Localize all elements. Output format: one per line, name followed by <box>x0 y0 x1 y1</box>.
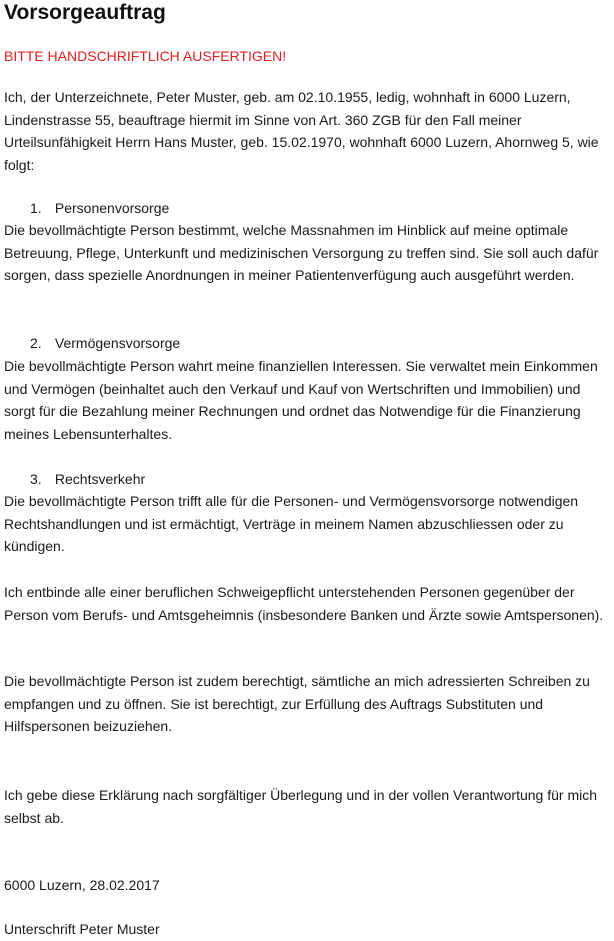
section-2-title: Vermögensvorsorge <box>54 335 181 351</box>
signature-line: Unterschrift Peter Muster <box>4 921 160 937</box>
section-3-text: Die bevollmächtigte Person trifft alle für die Personen- und Vermögensvorsorge notwendigen Rechtshandlungen und ist ermächtigt, Verträge in meinem Namen abzuschliessen oder zu kündigen. <box>4 493 579 555</box>
document-title: Vorsorgeauftrag <box>4 1 166 24</box>
section-1-number: 1. <box>30 200 42 216</box>
section-3-heading <box>30 468 145 491</box>
confidentiality-release-paragraph: Ich entbinde alle einer beruflichen Schweigepflicht unterstehenden Personen gegenüber der Person vom Berufs- und Amtsgeheimnis (insbesondere Banken und Ärzte sowie Amtspersonen). <box>4 584 604 623</box>
declaration-paragraph: Ich gebe diese Erklärung nach sorgfältiger Überlegung und in der vollen Verantwortung für mich selbst ab. <box>4 787 598 826</box>
section-3-number: 3. <box>30 471 42 487</box>
place-date: 6000 Luzern, 28.02.2017 <box>4 877 160 893</box>
section-2-heading <box>30 332 180 355</box>
handwriting-warning: BITTE HANDSCHRIFTLICH AUSFERTIGEN! <box>4 48 287 64</box>
section-1-text: Die bevollmächtigte Person bestimmt, welche Massnahmen im Hinblick auf meine optimale Betreuung, Pflege, Unterkunft und medizinischen Versorgung zu treffen sind. Sie soll auch dafür sorgen, dass spezielle Anordnungen in meiner Patientenverfügung auch ausgeführt werden. <box>4 222 599 284</box>
section-1-title: Personenvorsorge <box>54 200 170 216</box>
intro-paragraph: Ich, der Unterzeichnete, Peter Muster, geb. am 02.10.1955, ledig, wohnhaft in 6000 Luzern, Lindenstrasse 55, beauftrage hiermit im Sinne von Art. 360 ZGB für den Fall meiner Urteilsunfähigkeit Herrn Hans Muster, geb. 15.02.1970, wohnhaft 6000 Luzern, Ahornweg 5, wie folgt: <box>4 89 599 173</box>
section-3-title: Rechtsverkehr <box>54 471 146 487</box>
section-1-heading <box>30 197 169 220</box>
section-2-number: 2. <box>30 335 42 351</box>
section-2-text: Die bevollmächtigte Person wahrt meine finanziellen Interessen. Sie verwaltet mein Einkommen und Vermögen (beinhaltet auch den Verkauf und Kauf von Wertschriften und Immobilien) und sorgt für die Bezahlung meiner Rechnungen und ordnet das Notwendige für die Finanzierung meines Lebensunterhaltes. <box>4 358 598 442</box>
authorization-paragraph: Die bevollmächtigte Person ist zudem berechtigt, sämtliche an mich adressierten Schreiben zu empfangen und zu öffnen. Sie ist berechtigt, zur Erfüllung des Auftrags Substituten und Hilfspersonen beizuziehen. <box>4 673 590 735</box>
